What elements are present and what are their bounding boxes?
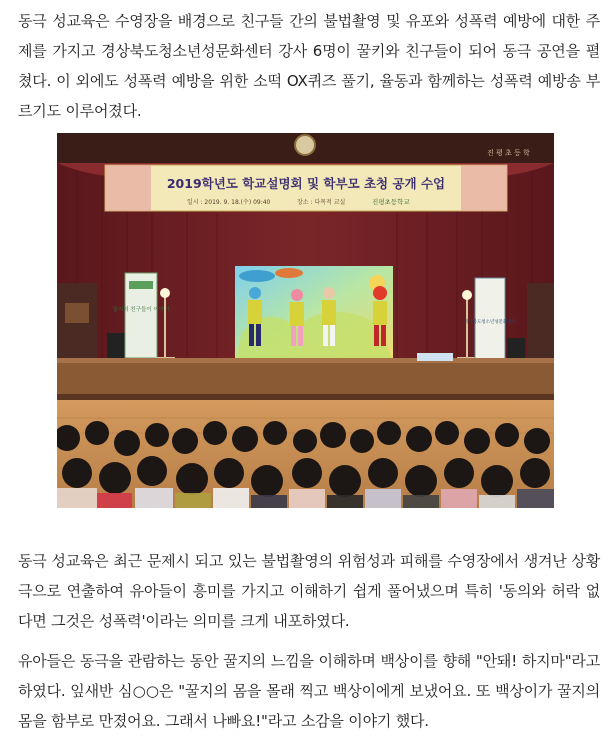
performance-photo — [57, 133, 554, 508]
article-paragraph-3: 유아들은 동극을 관람하는 동안 꿀지의 느낌을 이해하며 백상이를 향해 "안돼! 하지마"라고 하였다. 잎새반 심○○은 "꿀지의 몸을 몰래 찍고 백상이에게 보냈어요. 또 백상이가 꿀지의 몸을 함부로 만졌어요. 그래서 나빠요!"라고 소감을 이야기 했다. — [18, 652, 600, 730]
article-paragraph-2: 동극 성교육은 최근 문제시 되고 있는 불법촬영의 위험성과 피해를 수영장에서 생겨난 상황극으로 연출하여 유아들이 흥미를 가지고 이해하기 쉽게 풀어냈으며 특히 '동의와 허락 없다면 그것은 성폭력'이라는 의미를 크게 내포하였다. — [18, 552, 600, 630]
top-sign-text: 진 평 초 등 학 — [487, 149, 530, 157]
article-paragraph-1: 동극 성교육은 수영장을 배경으로 친구들 간의 불법촬영 및 유포와 성폭력 예방에 대한 주제를 가지고 경상북도청소년성문화센터 강사 6명이 꿀키와 친구들이 되어 동극 공연을 펼쳤다. 이 외에도 성폭력 예방을 위한 소떡 OX퀴즈 풀기, 율동과 함께하는 성폭력 예방송 부르기도 이루어졌다. — [18, 12, 600, 120]
left-standee-text: 꿀지의 친구들이 이야기 — [112, 307, 170, 313]
banner-place: 장소 : 다목적 교실 — [297, 199, 346, 206]
banner-school: 진평초등학교 — [372, 198, 410, 206]
right-standee-text: 경상북도청소년성문화센터 — [463, 320, 517, 325]
banner-date: 일시 : 2019. 9. 18.(수) 09:40 — [187, 199, 271, 206]
banner-title: 2019학년도 학교설명회 및 학부모 초청 공개 수업 — [166, 176, 446, 191]
